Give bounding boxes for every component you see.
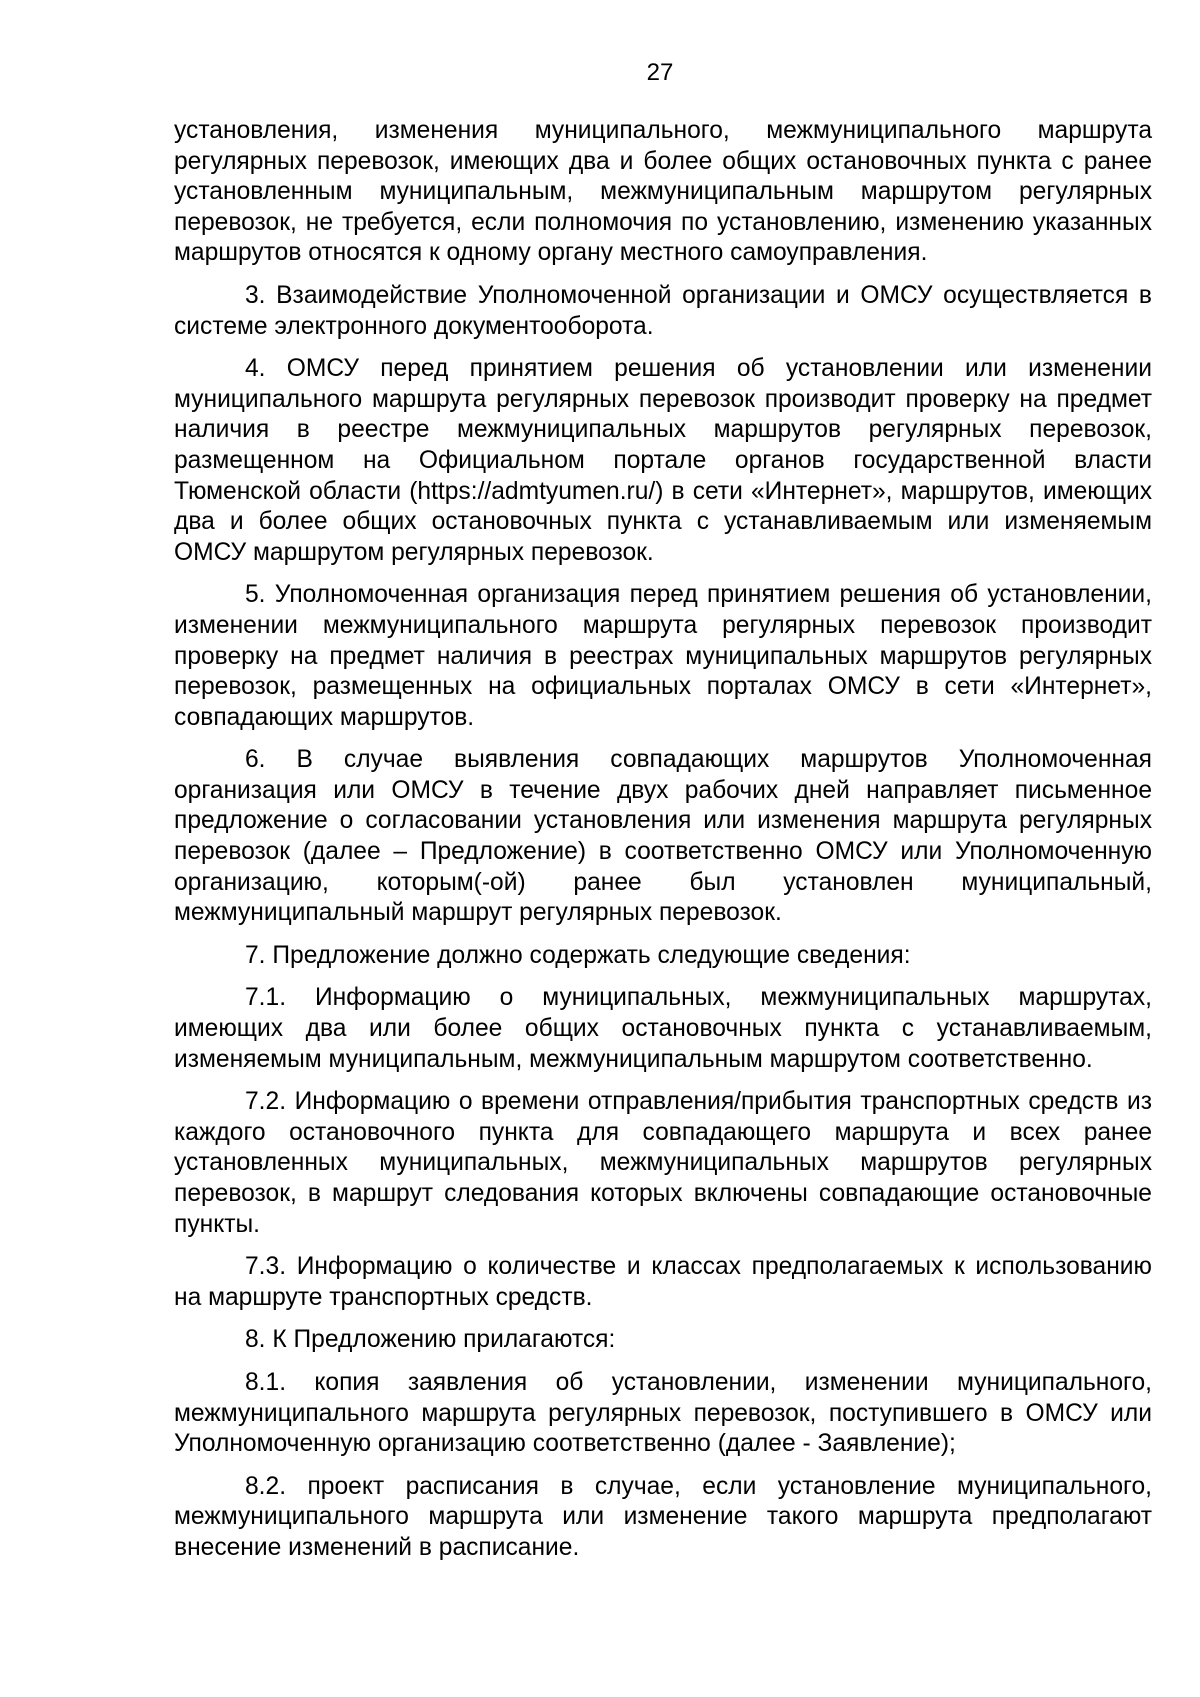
- paragraph-7-3: 7.3. Информацию о количестве и классах предполагаемых к использованию на маршруте транспортных средств.: [174, 1253, 1152, 1311]
- paragraph-8-1: 8.1. копия заявления об установлении, изменении муниципального, межмуниципального маршрута регулярных перевозок, поступившего в ОМСУ или Уполномоченную организацию соответственно (далее - Заявление);: [174, 1368, 1152, 1458]
- page-number: 27: [646, 59, 674, 86]
- paragraph-8: 8. К Предложению прилагаются:: [245, 1326, 616, 1354]
- paragraph-7-2: 7.2. Информацию о времени отправления/прибытия транспортных средств из каждого остановочного пункта для совпадающего маршрута и всех ранее установленных муниципальных, межмуниципальных маршрутов регулярных перевозок, в маршрут следования которых включены совпадающие остановочные пункты.: [174, 1088, 1152, 1238]
- paragraph-8-2: 8.2. проект расписания в случае, если установление муниципального, межмуниципального маршрута или изменение такого маршрута предполагают внесение изменений в расписание.: [174, 1472, 1152, 1561]
- paragraph-4: 4. ОМСУ перед принятием решения об установлении или изменении муниципального маршрута регулярных перевозок производит проверку на предмет наличия в реестре межмуниципальных маршрутов регулярных перевозок, размещенном на Официальном портале органов государственной власти Тюменской области (https://admtyumen.ru/) в сети «Интернет», маршрутов, имеющих два и более общих остановочных пункта с устанавливаемым или изменяемым ОМСУ маршрутом регулярных перевозок.: [174, 355, 1152, 566]
- paragraph-5: 5. Уполномоченная организация перед принятием решения об установлении, изменении межмуниципального маршрута регулярных перевозок производит проверку на предмет наличия в реестрах муниципальных маршрутов регулярных перевозок, размещенных на официальных порталах ОМСУ в сети «Интернет», совпадающих маршрутов.: [174, 581, 1152, 731]
- paragraph-6: 6. В случае выявления совпадающих маршрутов Уполномоченная организация или ОМСУ в течение двух рабочих дней направляет письменное предложение о согласовании установления или изменения маршрута регулярных перевозок (далее – Предложение) в соответственно ОМСУ или Уполномоченную организацию, которым(-ой) ранее был установлен муниципальный, межмуниципальный маршрут регулярных перевозок.: [174, 746, 1152, 927]
- paragraph-7-1: 7.1. Информацию о муниципальных, межмуниципальных маршрутах, имеющих два или более общих остановочных пункта с устанавливаемым, изменяемым муниципальным, межмуниципальным маршрутом соответственно.: [174, 984, 1152, 1073]
- paragraph-continuation: установления, изменения муниципального, межмуниципального маршрута регулярных перевозок, имеющих два и более общих остановочных пункта с ранее установленным муниципальным, межмуниципальным маршрутом регулярных перевозок, не требуется, если полномочия по установлению, изменению указанных маршрутов относятся к одному органу местного самоуправления.: [174, 117, 1152, 267]
- paragraph-3: 3. Взаимодействие Уполномоченной организации и ОМСУ осуществляется в системе электронного документооборота.: [174, 281, 1152, 340]
- paragraph-7: 7. Предложение должно содержать следующие сведения:: [245, 941, 911, 969]
- document-body: [174, 116, 1152, 1576]
